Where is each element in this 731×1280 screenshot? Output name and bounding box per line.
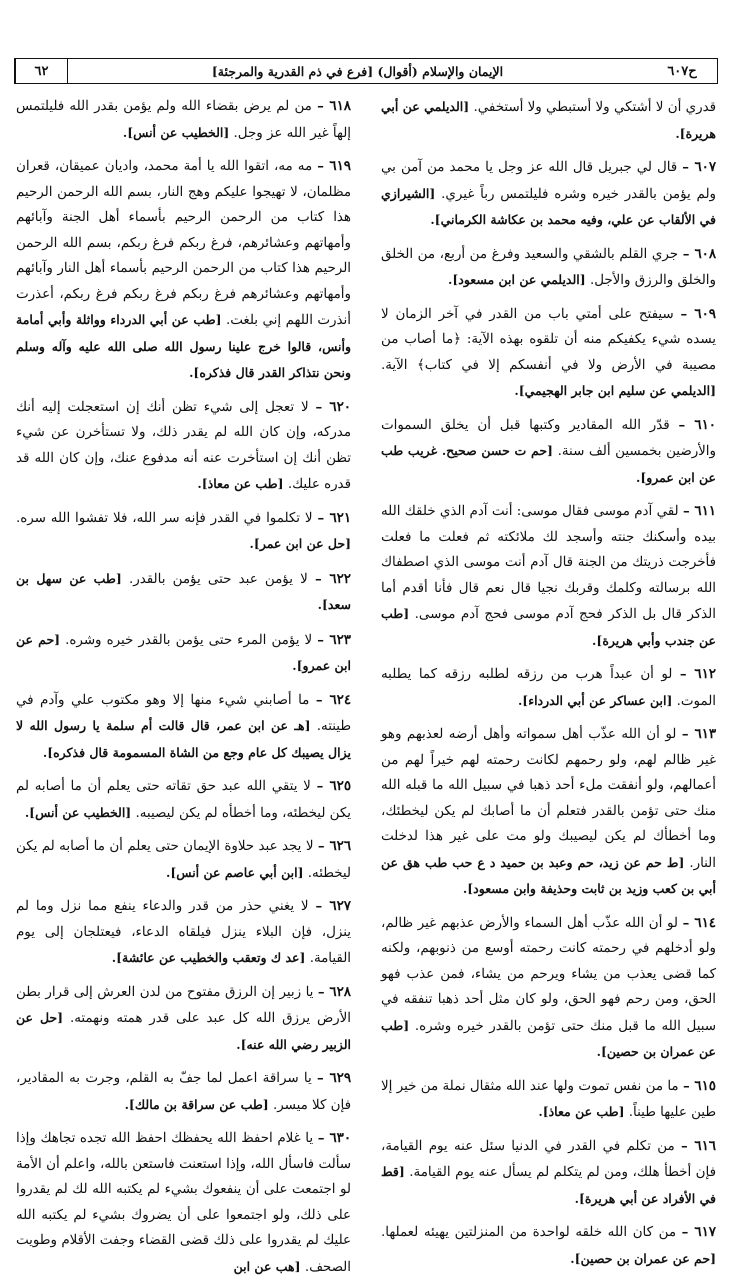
- hadith-source: [حل عن الزبير رضي الله عنه].: [16, 1010, 351, 1052]
- hadith-number: ٦٢٦ –: [317, 838, 352, 854]
- hadith-entry: [16, 506, 351, 558]
- hadith-entry: [16, 94, 351, 146]
- hadith-source: [هـ عن ابن عمر، قال قالت أم سلمة يا رسول الله لا يزال يصيبك كل عام وجع من الشاة المسمومة قال فذكره].: [16, 718, 351, 760]
- chapter-title: الإيمان والإسلام (أقوال) [فرع في ذم القدرية والمرجئة]: [67, 59, 647, 83]
- hadith-text: يا غلام احفظ الله يحفظك احفظ الله تجده تجاهك وإذا سألت فاسأل الله، وإذا استعنت فاستعن بالله، واعلم أن الأمة لو اجتمعت على أن ينفعوك بشيء لم يكتبه الله لك لم يقدروا على ذلك، ولو اجتمعوا على أن يضروك بشيء لم يكتبه الله عليك لم يقدروا على ذلك قضى القضاء وجفت الأقلام وطويت الصحف.: [16, 1131, 351, 1275]
- hadith-text: قال لي جبريل قال الله عز وجل يا محمد من آمن بي ولم يؤمن بالقدر خيره وشره فليلتمس رباً غيري.: [381, 160, 716, 202]
- hadith-text: مه مه، اتقوا الله يا أمة محمد، واديان عميقان، قعران مظلمان، لا تهيجوا عليكم وهج النار، بسم الله الرحمن الرحيم هذا كتاب من الرحمن الرحيم بأسماء أهل الجنة وآبائهم وأمهاتهم وعشائرهم، فرغ ربكم فرغ ربكم، بسم الله الرحمن الرحيم هذا كتاب من الرحمن الرحيم بأسماء أهل النار وآبائهم وأمهاتهم وعشائرهم فرغ ربكم فرغ ربكم فرغ ربكم، أعذرت أنذرت اللهم إني بلغت.: [16, 159, 351, 328]
- hadith-number: ٦٢٩ –: [317, 1070, 352, 1086]
- hadith-source: [عد ك وتعقب والخطيب عن عائشة].: [111, 950, 306, 965]
- hadith-text: من تكلم في القدر في الدنيا سئل عنه يوم القيامة، فإن أخطأ هلك، ومن لم يتكلم لم يسأل عنه يوم القيامة.: [381, 1138, 716, 1180]
- hadith-range-marker: ح٦٠٧: [667, 63, 697, 79]
- hadith-text: لا يجد عبد حلاوة الإيمان حتى يعلم أن ما أصابه لم يكن ليخطئه.: [16, 839, 351, 881]
- hadith-text: ما أصابني شيء منها إلا وهو مكتوب علي وآدم في طينته.: [16, 692, 351, 734]
- hadith-source: [ابن أبي عاصم عن أنس].: [166, 864, 304, 880]
- hadith-entry: [16, 627, 351, 680]
- hadith-entry: [16, 980, 351, 1059]
- hadith-source: [طب عن معاذ].: [197, 476, 284, 491]
- hadith-source: [هب عن ابن: [233, 1258, 301, 1274]
- hadith-entry: [381, 155, 716, 234]
- hadith-number: ٦٢١ –: [317, 509, 352, 526]
- hadith-number: ٦١٠ –: [678, 416, 716, 433]
- hadith-number: ٦٣٠ –: [317, 1130, 352, 1146]
- hadith-number: ٦١٧ –: [681, 1224, 716, 1240]
- hadith-entry: [381, 302, 716, 405]
- hadith-text: لقي آدم موسى فقال موسى: أنت آدم الذي خلقك الله بيده وأسكنك جنته وأسجد لك ملائكته ثم فعلت ما فعلت فأخرجت ذريتك من الجنة قال آدم أنت موسى الذي اصطفاك الله برسالته وكلمك وقربك نجيا قال نعم قال فأنا أقدم أما الذكر قال بل الذكر فحج آدم موسى فحج آدم موسى.: [381, 504, 716, 622]
- hadith-entry: [16, 834, 351, 886]
- hadith-number: ٦١١ –: [682, 503, 716, 519]
- hadith-text: لو أن الله عذّب أهل سمواته وأهل أرضه لعذبهم وهو غير ظالم لهم، ولو رحمهم لكانت رحمته لهم خيراً لهم من أعمالهم، ولو أنفقت ملء أحد ذهبا في سبيل الله ما قبله الله منك حتى تؤمن بالقدر فتعلم أن ما أصابك لم يكن ليخطئك، وما أخطأك لم يكن ليصيبك ولو مت على غير هذا لدخلت النار.: [381, 727, 716, 871]
- hadith-source: [الخطيب عن أنس].: [122, 124, 230, 140]
- hadith-entry: [16, 774, 351, 826]
- hadith-source: [طب عن سهل بن سعد].: [16, 570, 351, 612]
- hadith-entry: [381, 1134, 716, 1213]
- hadith-source: [طب عن جندب وأبي هريرة].: [381, 606, 716, 648]
- hadith-source: [الشيرازي في الألقاب عن علي، وفيه محمد بن عكاشة الكرماني].: [381, 185, 716, 227]
- hadith-number: ٦١٤ –: [682, 914, 716, 931]
- hadith-text: سيفتح على أمتي باب من القدر في آخر الزمان لا يسده شيء يكفيكم منه أن تلقوه بهذه الآية: ﴿ما أصاب من مصيبة في الأرض ولا في أنفسكم إلا في كتاب﴾ الآية.: [381, 306, 716, 373]
- hadith-text: لا تعجل إلى شيء تظن أنك إن استعجلت إليه أنك مدركه، وإن كان الله لم يقدر ذلك، ولا تستأخرن عن شيء تظن أنك إن استأخرت عنه أنه مدفوع عنك، وإن كان الله قد قدره عليك.: [16, 399, 351, 492]
- hadith-entry: [381, 94, 716, 147]
- hadith-source: [طب عن سراقة بن مالك].: [124, 1096, 269, 1112]
- hadith-text: لو أن عبداً هرب من رزقه لطلبه رزقه كما يطلبه الموت.: [381, 667, 716, 709]
- page-header: [14, 58, 718, 84]
- hadith-source: [الخطيب عن أنس].: [24, 804, 132, 820]
- hadith-entry: [16, 894, 351, 972]
- hadith-number: ٦٢٧ –: [315, 898, 351, 914]
- hadith-number: ٦١٥ –: [682, 1077, 716, 1094]
- hadith-source: [طب عن عمران بن حصين].: [381, 1017, 716, 1059]
- hadith-number: ٦٠٩ –: [680, 305, 716, 322]
- hadith-number: ٦٢٥ –: [316, 778, 352, 794]
- hadith-number: ٦١٩ –: [317, 158, 351, 174]
- hadith-number: ٦٢٨ –: [317, 983, 351, 1000]
- hadith-entry: [16, 1066, 351, 1118]
- hadith-entry: [381, 1074, 716, 1126]
- hadith-entry: [381, 242, 716, 294]
- hadith-text: لا يتقي الله عبد حق تقاته حتى يعلم أن ما أصابه لم يكن ليخطئه، وما أخطأه لم يكن ليصيبه.: [16, 779, 351, 821]
- hadith-entry: [16, 1126, 351, 1280]
- hadith-text: قدري أن لا أشتكي ولا أستبطي ولا أستخفي.: [473, 100, 716, 115]
- hadith-text: لو أن الله عذّب أهل السماء والأرض عذبهم غير ظالم، ولو أدخلهم في رحمته كانت رحمته أوسع من ذنوبهم، ولكنه كما قضى يعذب من يشاء ويرحم من يشاء، فمن عذب فهو الحق، ومن رحم فهو الحق، ولو كان مثل أحد ذهبا تنفقه في سبيل الله ما قبل منك حتى تؤمن بالقدر خيره وشره.: [381, 915, 716, 1034]
- hadith-entry: [16, 395, 351, 498]
- hadith-text: لا تكلموا في القدر فإنه سر الله، فلا تفشوا الله سره.: [16, 510, 313, 526]
- hadith-source: [حم ت حسن صحيح. غريب طب عن ابن عمرو].: [381, 443, 716, 485]
- hadith-source: [الديلمي عن ابن مسعود].: [448, 272, 586, 287]
- hadith-entry: [381, 911, 716, 1066]
- hadith-number: ٦٢٣ –: [317, 631, 351, 648]
- hadith-text: يا سراقة اعمل لما جفّ به القلم، وجرت به المقادير، فإن كلا ميسر.: [16, 1071, 351, 1113]
- hadith-source: [طب عن أبي الدرداء وواثلة وأبي أمامة وأنس، قالوا خرج علينا رسول الله صلى الله عليه وآله وسلم ونحن نتذاكر القدر قال فذكره].: [16, 312, 351, 380]
- hadith-entry: [381, 722, 716, 903]
- hadith-source: [الديلمي عن أبي هريرة].: [381, 99, 716, 141]
- hadith-number: ٦٠٧ –: [682, 159, 717, 175]
- page-number: ٦٢: [15, 59, 67, 83]
- hadith-text: ما من نفس تموت ولها عند الله مثقال نملة من خير إلا طين عليها طيناً.: [381, 1078, 716, 1120]
- hadith-text: من كان الله خلقه لواحدة من المنزلتين يهيئه لعملها.: [381, 1225, 677, 1240]
- hadith-text: لا يؤمن المرء حتى يؤمن بالقدر خيره وشره.: [65, 632, 313, 648]
- right-column: [381, 94, 717, 1266]
- hadith-entry: [381, 662, 716, 714]
- hadith-number: ٦٢٠ –: [315, 398, 351, 415]
- hadith-number: ٦٠٨ –: [682, 245, 717, 262]
- hadith-source: [حم عن عمران بن حصين].: [570, 1250, 716, 1266]
- hadith-text: قدّر الله المقادير وكتبها قبل أن يخلق السموات والأرضين بخمسين ألف سنة.: [381, 417, 716, 459]
- hadith-number: ٦١٨ –: [317, 98, 351, 114]
- hadith-number: ٦١٦ –: [680, 1137, 716, 1154]
- hadith-text: من لم يرض بقضاء الله ولم يؤمن بقدر الله فليلتمس إلهاً غير الله عز وجل.: [16, 99, 351, 141]
- hadith-entry: [381, 413, 716, 492]
- hadith-text: يا زبير إن الرزق مفتوح من لدن العرش إلى قرار بطن الأرض يرزق الله كل عبد على قدر همته ونهمته.: [16, 984, 351, 1026]
- hadith-entry: [16, 566, 351, 619]
- hadith-number: ٦١٢ –: [679, 666, 716, 682]
- hadith-entry: [16, 688, 351, 767]
- hadith-entry: [381, 499, 716, 654]
- hadith-entry: [16, 154, 351, 387]
- hadith-source: [قط في الأفراد عن أبي هريرة].: [381, 1164, 716, 1206]
- hadith-source: [ط حم عن زيد، حم وعبد بن حميد د ع حب طب هق عن أبي بن كعب وزيد بن ثابت وحذيفة وابن مسعود].: [381, 854, 716, 896]
- hadith-text: جري القلم بالشقي والسعيد وفرغ من أربع، من الخلق والخلق والرزق والأجل.: [381, 246, 716, 288]
- hadith-number: ٦٢٢ –: [315, 570, 351, 587]
- hadith-text: لا يغني حذر من قدر والدعاء ينفع مما نزل وما لم ينزل، فإن البلاء ينزل فيلقاه الدعاء، فيعتلجان إلى يوم القيامة.: [16, 899, 351, 966]
- left-column: [16, 94, 352, 1275]
- hadith-source: [الديلمي عن سليم ابن جابر الهجيمي].: [514, 383, 716, 398]
- hadith-source: [حم عن ابن عمرو].: [16, 631, 351, 673]
- hadith-number: ٦١٣ –: [681, 726, 717, 742]
- hadith-number: ٦٢٤ –: [315, 691, 352, 708]
- hadith-source: [طب عن معاذ].: [538, 1104, 625, 1119]
- hadith-source: [حل عن ابن عمر].: [249, 536, 351, 551]
- hadith-source: [ابن عساكر عن أبي الدرداء].: [517, 692, 673, 708]
- hadith-text: لا يؤمن عبد حتى يؤمن بالقدر.: [129, 571, 308, 587]
- hadith-entry: [381, 1220, 716, 1272]
